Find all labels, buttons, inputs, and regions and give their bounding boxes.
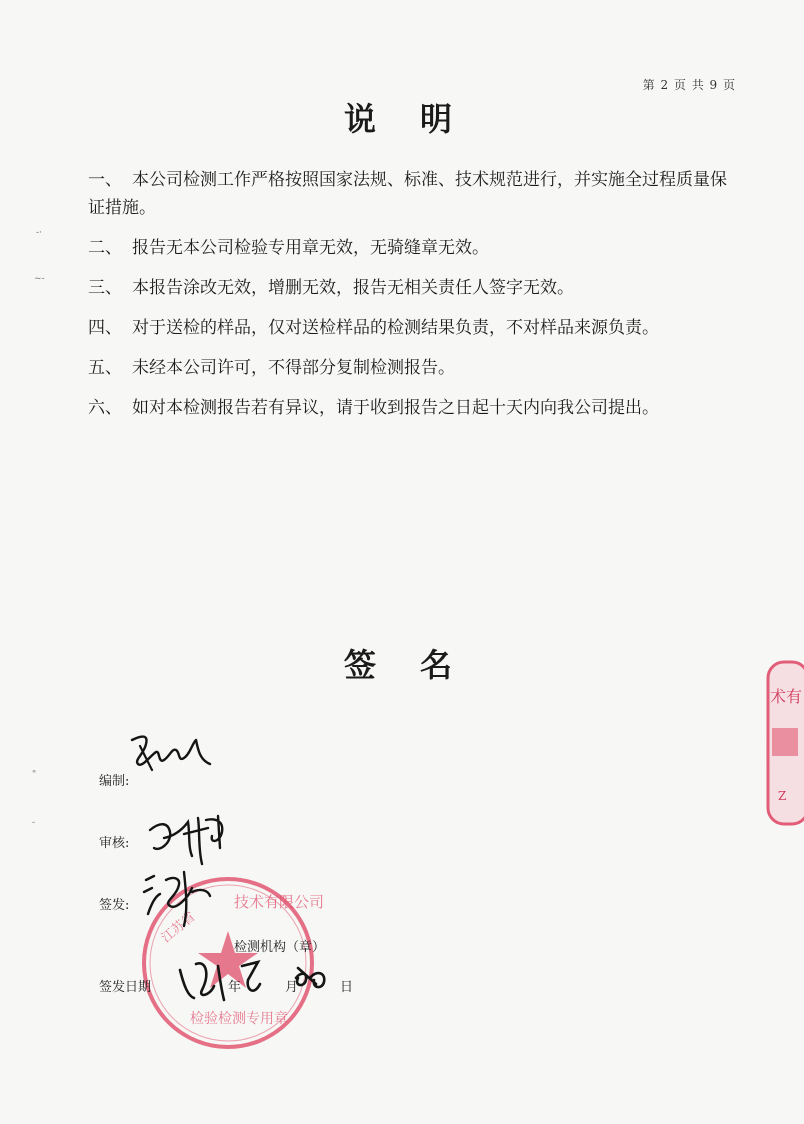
svg-text:检验检测专用章: 检验检测专用章 (190, 1011, 288, 1027)
issuer-signature-icon (138, 862, 228, 932)
note-text: 如对本检测报告若有异议，请于收到报告之日起十天内向我公司提出。 (132, 398, 659, 418)
note-number: 一、 (88, 170, 122, 190)
issue-date-handwriting-icon (174, 950, 334, 1010)
page-title: 说明 (343, 100, 496, 138)
page-number: 第 2 页 共 9 页 (642, 78, 736, 92)
note-number: 六、 (88, 398, 122, 418)
day-label: 日 (340, 980, 354, 995)
issued-by-label: 签发: (99, 898, 130, 913)
note-item (88, 394, 738, 422)
compiled-by-label: 编制: (99, 774, 130, 789)
svg-text:江苏省: 江苏省 (158, 909, 199, 947)
note-number: 五、 (88, 358, 122, 378)
svg-text:Z: Z (778, 789, 787, 803)
note-item (88, 314, 738, 342)
testing-agency-label: 检测机构（章） (234, 940, 326, 955)
signature-section-title: 签名 (343, 646, 496, 684)
scan-speck: -· (36, 228, 42, 238)
svg-text:术有: 术有 (770, 687, 803, 706)
month-label: 月 (285, 980, 299, 995)
scan-speck: - (32, 818, 36, 828)
note-text: 本报告涂改无效，增删无效，报告无相关责任人签字无效。 (132, 278, 574, 298)
note-text: 对于送检的样品，仅对送检样品的检测结果负责，不对样品来源负责。 (132, 318, 659, 338)
scan-speck: ~- (34, 274, 45, 284)
seam-seal-icon (764, 658, 804, 828)
compiler-signature-icon (126, 730, 216, 786)
note-item (88, 166, 738, 222)
reviewer-signature-icon (140, 808, 240, 870)
note-number: 四、 (88, 318, 122, 338)
note-text: 未经本公司许可，不得部分复制检测报告。 (132, 358, 455, 378)
note-number: 三、 (88, 278, 122, 298)
notes-list (88, 166, 738, 434)
scan-speck: " (32, 770, 37, 780)
note-item (88, 354, 738, 382)
svg-text:技术有限公司: 技术有限公司 (234, 893, 325, 911)
note-text: 报告无本公司检验专用章无效，无骑缝章无效。 (132, 238, 489, 258)
note-number: 二、 (88, 238, 122, 258)
reviewed-by-label: 审核: (99, 836, 130, 851)
note-text: 本公司检测工作严格按照国家法规、标准、技术规范进行，并实施全过程质量保证措施。 (88, 170, 727, 218)
year-label: 年 (228, 980, 242, 995)
issue-date-label: 签发日期 (99, 980, 152, 995)
note-item (88, 274, 738, 302)
note-item (88, 234, 738, 262)
